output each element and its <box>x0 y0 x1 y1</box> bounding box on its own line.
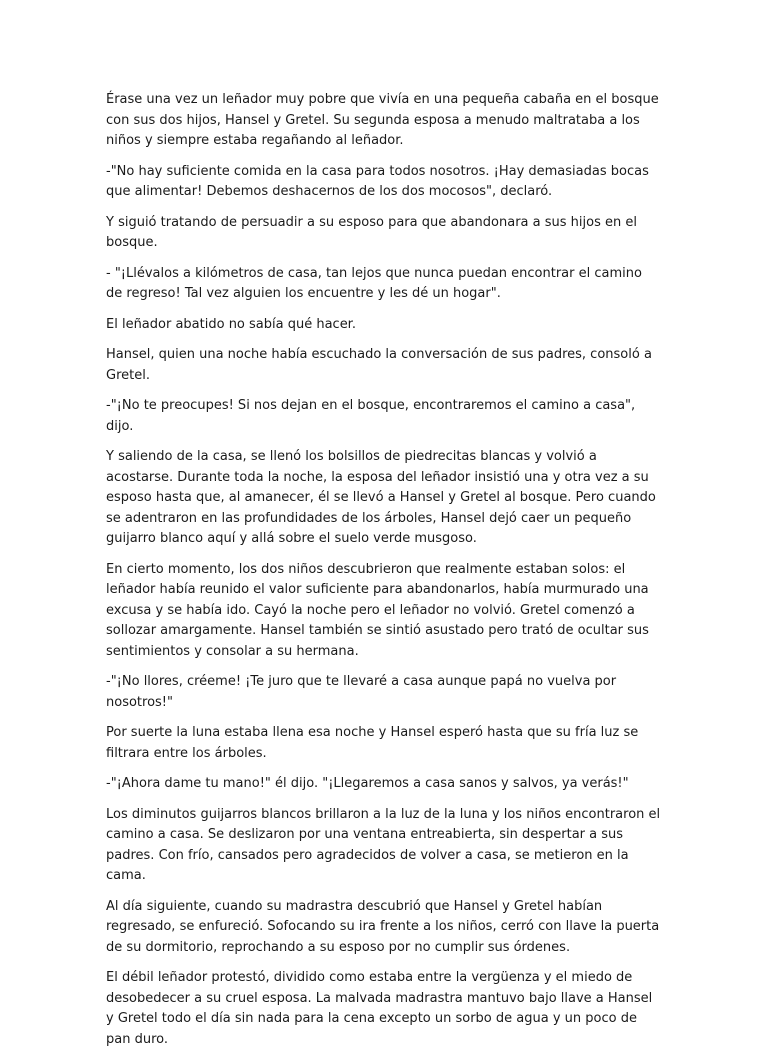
paragraph-8: Y saliendo de la casa, se llenó los bolsillos de piedrecitas blancas y volvió a acostarse. Durante toda la noche, la esposa del leñador insistió una y otra vez a su esposo hasta que, al amanecer, él se llevó a Hansel y Gretel al bosque. Pero cuando se adentraron en las profundidades de los árboles, Hansel dejó caer un pequeño guijarro blanco aquí y allá sobre el suelo verde musgoso. <box>106 449 656 546</box>
paragraph-9: En cierto momento, los dos niños descubrieron que realmente estaban solos: el leñador había reunido el valor suficiente para abandonarlos, había murmurado una excusa y se había ido. Cayó la noche pero el leñador no volvió. Gretel comenzó a sollozar amargamente. Hansel también se sintió asustado pero trató de ocultar sus sentimientos y consolar a su hermana. <box>106 561 649 659</box>
paragraph-2: -"No hay suficiente comida en la casa para todos nosotros. ¡Hay demasiadas bocas que alimentar! Debemos deshacernos de los dos mocosos", declaró. <box>106 163 649 199</box>
paragraph-13: Los diminutos guijarros blancos brillaron a la luz de la luna y los niños encontraron el camino a casa. Se deslizaron por una ventana entreabierta, sin despertar a sus padres. Con frío, cansados pero agradecidos de volver a casa, se metieron en la cama. <box>106 806 661 883</box>
paragraph-7: -"¡No te preocupes! Si nos dejan en el bosque, encontraremos el camino a casa", dijo. <box>106 398 636 434</box>
paragraph-14: Al día siguiente, cuando su madrastra descubrió que Hansel y Gretel habían regresado, se enfureció. Sofocando su ira frente a los niños, cerró con llave la puerta de su dormitorio, reprochando a su esposo por no cumplir sus órdenes. <box>106 898 660 955</box>
story-text <box>106 90 662 1060</box>
paragraph-5: El leñador abatido no sabía qué hacer. <box>106 316 356 332</box>
paragraph-6: Hansel, quien una noche había escuchado la conversación de sus padres, consoló a Gretel. <box>106 347 652 383</box>
paragraph-3: Y siguió tratando de persuadir a su esposo para que abandonara a sus hijos en el bosque. <box>106 214 637 250</box>
paragraph-1: Érase una vez un leñador muy pobre que vivía en una pequeña cabaña en el bosque con sus dos hijos, Hansel y Gretel. Su segunda esposa a menudo maltrataba a los niños y siempre estaba regañando al leñador. <box>106 92 659 148</box>
paragraph-10: -"¡No llores, créeme! ¡Te juro que te llevaré a casa aunque papá no vuelva por nosotros!" <box>106 674 617 710</box>
paragraph-11: Por suerte la luna estaba llena esa noche y Hansel esperó hasta que su fría luz se filtrara entre los árboles. <box>106 725 639 761</box>
paragraph-12: -"¡Ahora dame tu mano!" él dijo. "¡Llegaremos a casa sanos y salvos, ya verás!" <box>106 776 629 791</box>
paragraph-15: El débil leñador protestó, dividido como estaba entre la vergüenza y el miedo de desobedecer a su cruel esposa. La malvada madrastra mantuvo bajo llave a Hansel y Gretel todo el día sin nada para la cena excepto un sorbo de agua y un poco de pan duro. <box>106 970 653 1047</box>
paragraph-4: - "¡Llévalos a kilómetros de casa, tan lejos que nunca puedan encontrar el camino de regreso! Tal vez alguien los encuentre y les dé un hogar". <box>106 265 642 301</box>
